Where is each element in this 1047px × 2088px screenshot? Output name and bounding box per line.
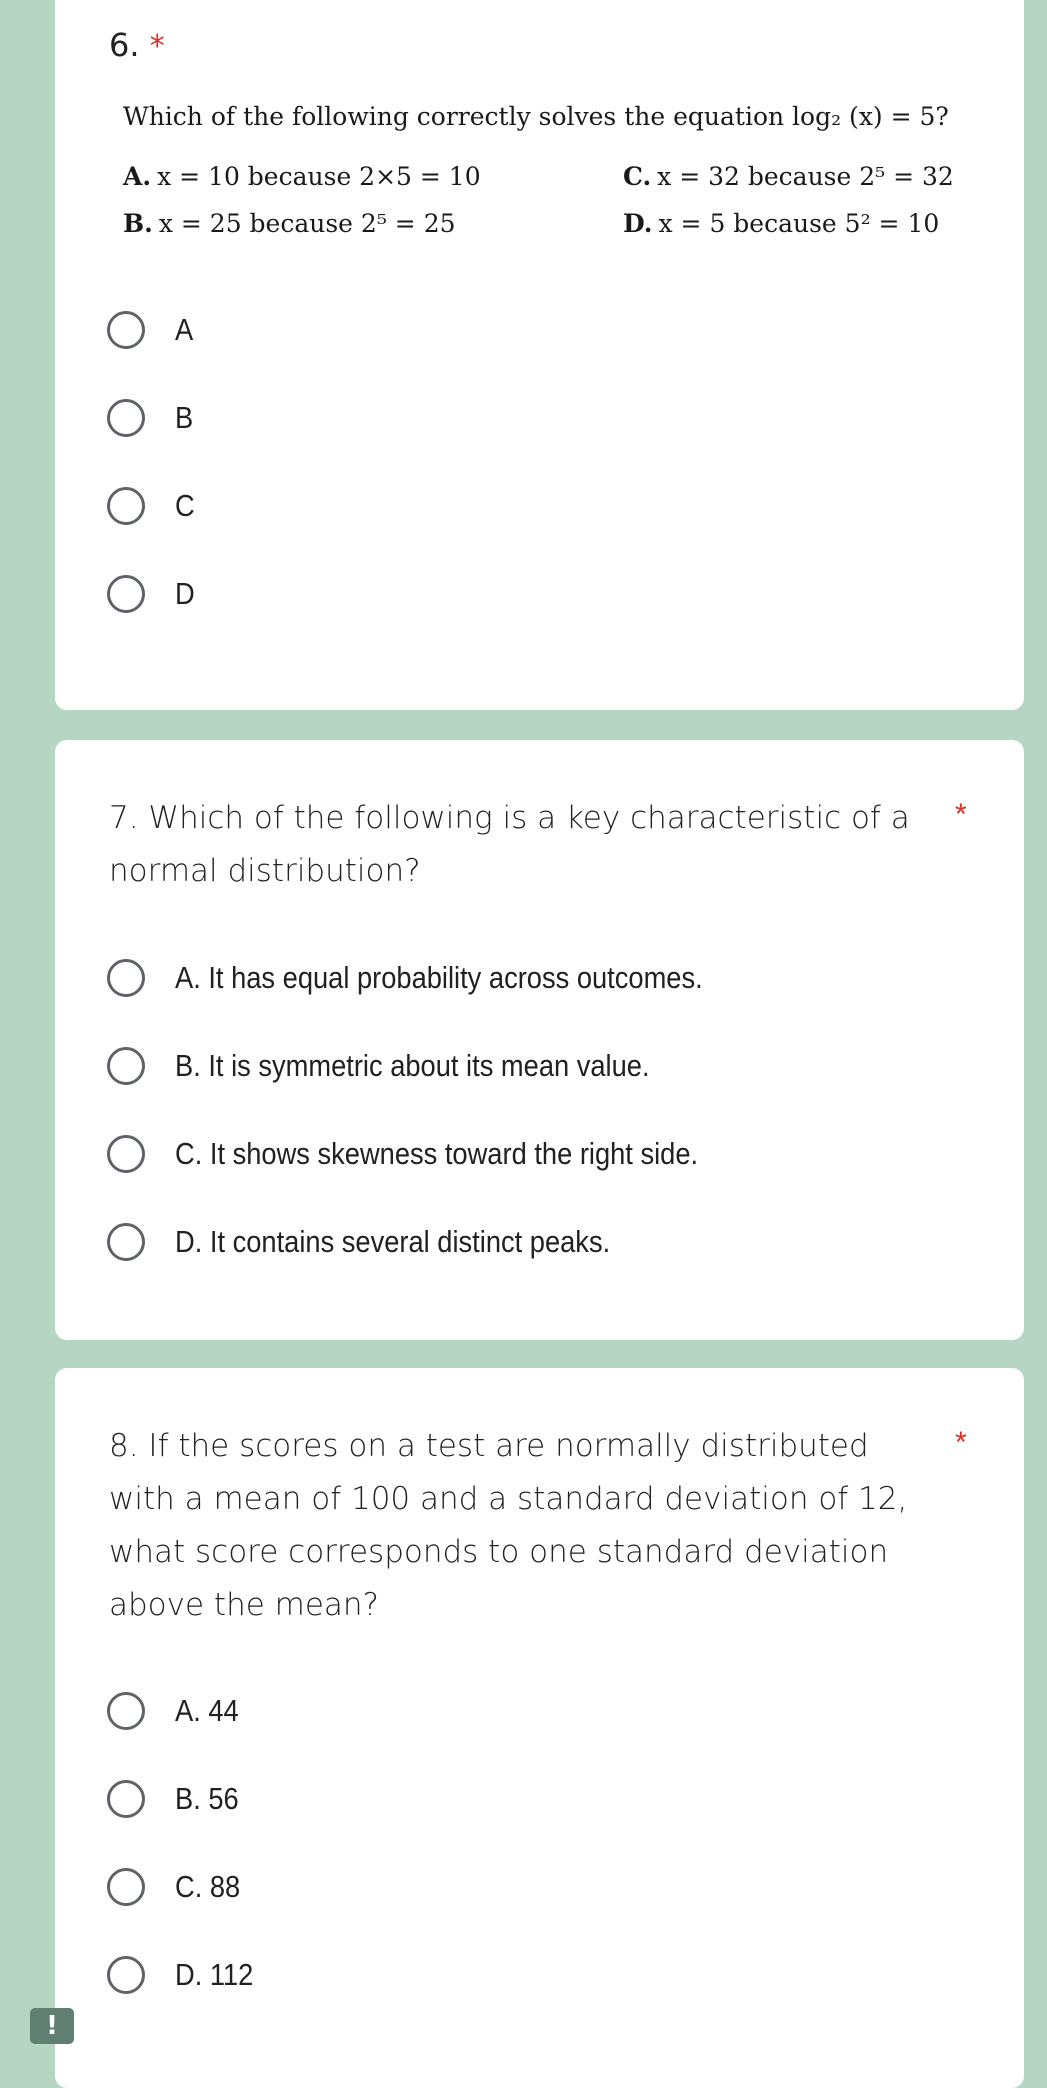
radio-button[interactable]: [107, 1223, 145, 1261]
choice-a: [123, 162, 481, 191]
choice-text: x = 25 because 2⁵ = 25: [158, 209, 456, 238]
radio-button[interactable]: [107, 1692, 145, 1730]
radio-button[interactable]: [107, 311, 145, 349]
radio-button[interactable]: [107, 1956, 145, 1994]
option-label: C. 88: [175, 1869, 241, 1904]
radio-button[interactable]: [107, 1047, 145, 1085]
choice-text: x = 5 because 5² = 10: [658, 209, 940, 238]
option-label: B: [175, 400, 194, 435]
option-label: B. It is symmetric about its mean value.: [175, 1048, 650, 1083]
radio-button[interactable]: [107, 1868, 145, 1906]
radio-option-b[interactable]: [107, 393, 196, 443]
option-label: D. It contains several distinct peaks.: [175, 1224, 611, 1259]
radio-button[interactable]: [107, 959, 145, 997]
radio-option-b[interactable]: [107, 1041, 714, 1091]
radio-option-d[interactable]: [107, 569, 197, 619]
option-label: A. It has equal probability across outcomes.: [175, 960, 703, 995]
question-text: 8. If the scores on a test are normally distributed with a mean of 100 and a standard deviation of 12, what score corresponds to one standard deviation above the mean?: [109, 1428, 908, 1623]
question-title: [109, 26, 165, 64]
feedback-button[interactable]: !: [30, 2008, 74, 2044]
radio-option-b[interactable]: [107, 1774, 247, 1824]
choice-text: x = 32 because 2⁵ = 32: [657, 162, 954, 191]
radio-option-c[interactable]: [107, 481, 197, 531]
required-asterisk: *: [955, 1426, 967, 1459]
radio-option-c[interactable]: [107, 1862, 249, 1912]
option-label: B. 56: [175, 1781, 239, 1816]
radio-option-d[interactable]: [107, 1217, 670, 1267]
question-number: 6.: [109, 26, 140, 64]
question-card-7: [55, 740, 1024, 1340]
option-label: C. It shows skewness toward the right side.: [175, 1136, 699, 1171]
required-asterisk: *: [955, 798, 967, 831]
radio-button[interactable]: [107, 1780, 145, 1818]
choice-letter: C.: [623, 162, 652, 191]
choice-letter: B.: [123, 209, 153, 238]
question-card-8: [55, 1368, 1024, 2088]
question-text: 7. Which of the following is a key characteristic of a normal distribution?: [109, 800, 910, 889]
radio-option-a[interactable]: [107, 1686, 247, 1736]
question-card-6: [55, 0, 1024, 710]
option-label: A. 44: [175, 1693, 239, 1728]
choice-text: x = 10 because 2×5 = 10: [157, 162, 481, 191]
choice-b: [123, 209, 456, 238]
choice-c: [623, 162, 954, 191]
radio-option-a[interactable]: [107, 953, 775, 1003]
choice-letter: D.: [623, 209, 653, 238]
radio-option-d[interactable]: [107, 1950, 264, 2000]
option-label: C: [175, 488, 195, 523]
radio-button[interactable]: [107, 1135, 145, 1173]
radio-option-c[interactable]: [107, 1129, 769, 1179]
question-prompt: Which of the following correctly solves the equation log₂ (x) = 5?: [123, 102, 949, 131]
choice-d: [623, 209, 939, 238]
option-label: D. 112: [175, 1957, 254, 1992]
radio-button[interactable]: [107, 487, 145, 525]
option-label: A: [175, 312, 194, 347]
choice-letter: A.: [123, 162, 152, 191]
radio-button[interactable]: [107, 399, 145, 437]
radio-button[interactable]: [107, 575, 145, 613]
option-label: D: [175, 576, 195, 611]
required-asterisk: *: [149, 29, 165, 64]
radio-option-a[interactable]: [107, 305, 196, 355]
